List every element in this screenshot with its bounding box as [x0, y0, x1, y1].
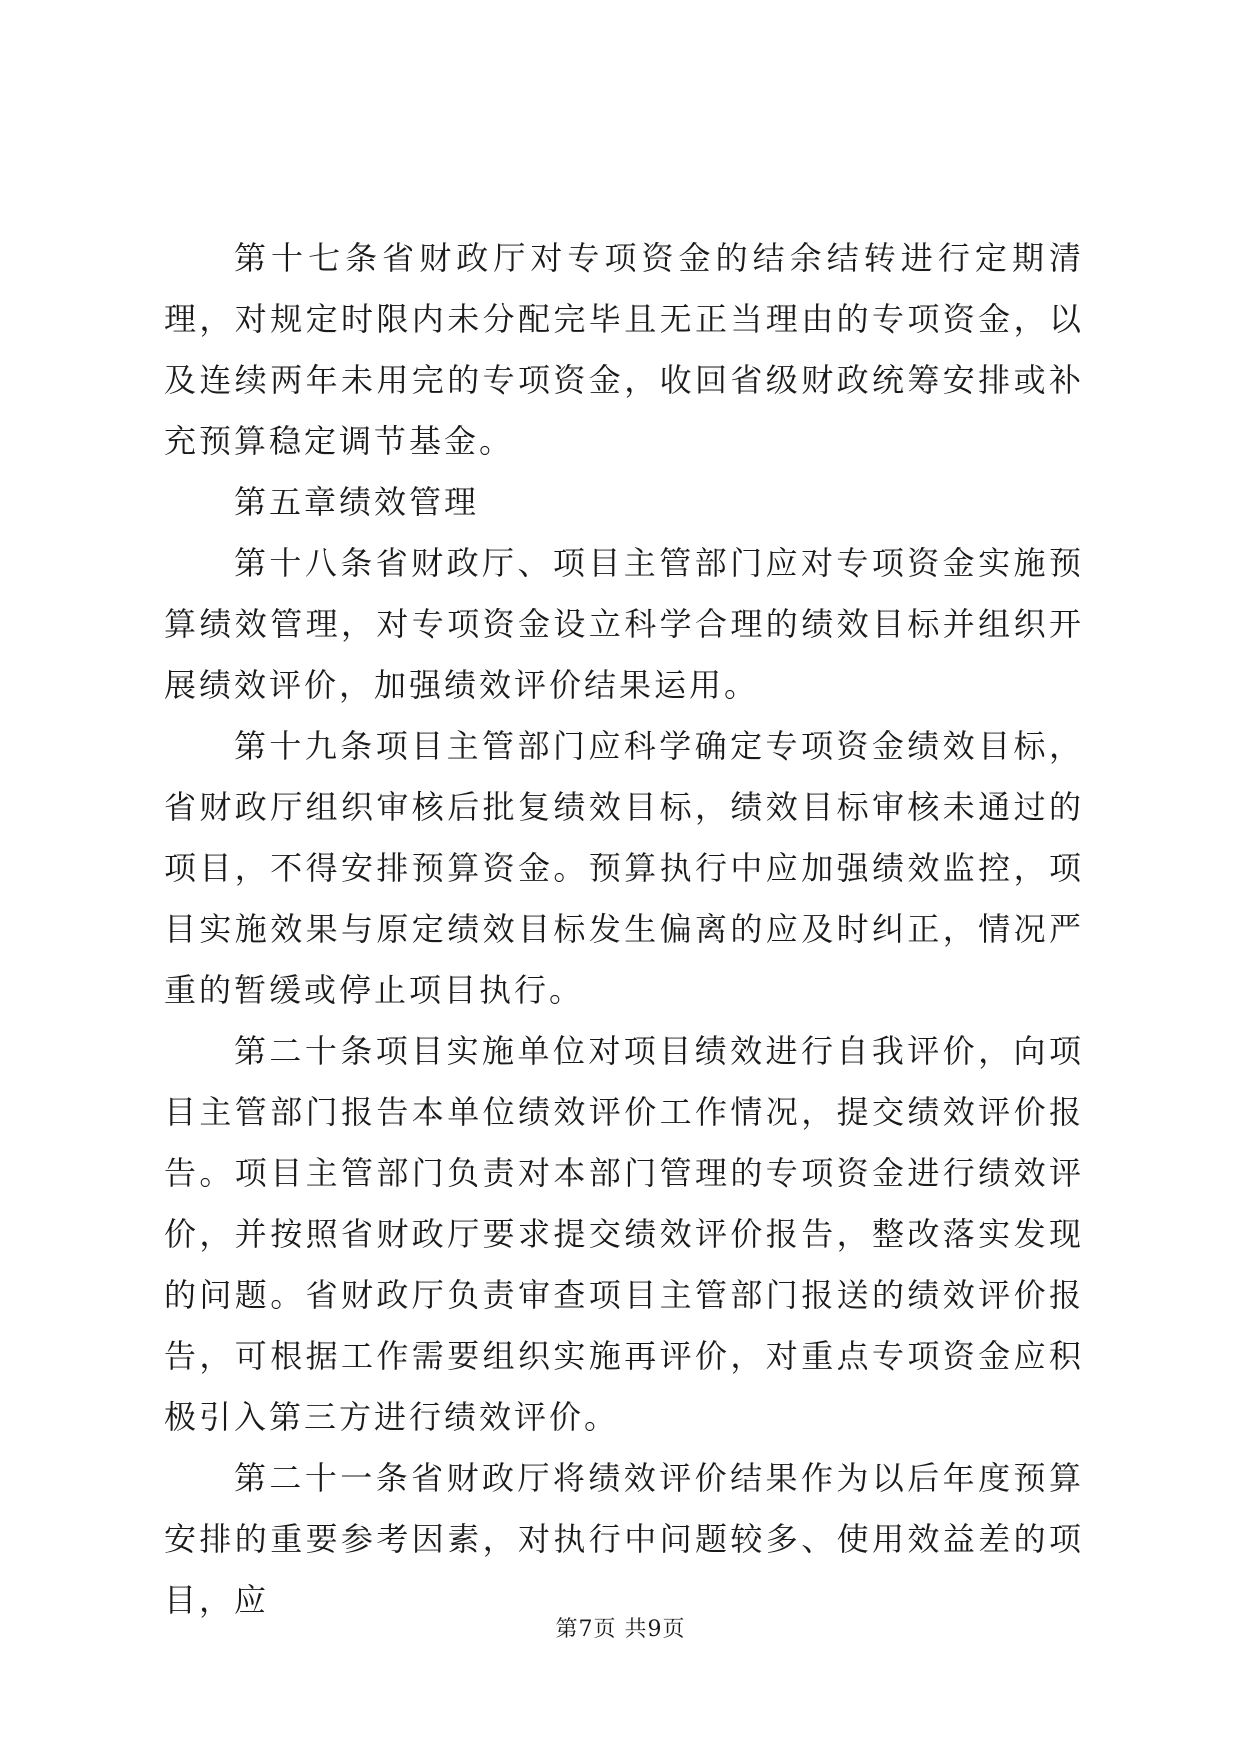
paragraph-article-21: 第二十一条省财政厅将绩效评价结果作为以后年度预算安排的重要参考因素，对执行中问题较多、使用效益差的项目，应	[164, 1459, 1084, 1619]
paragraph-article-18: 第十八条省财政厅、项目主管部门应对专项资金实施预算绩效管理，对专项资金设立科学合理的绩效目标并组织开展绩效评价，加强绩效评价结果运用。	[164, 544, 1084, 704]
page-footer: 第7页 共9页	[555, 1617, 686, 1642]
paragraph-article-20: 第二十条项目实施单位对项目绩效进行自我评价，向项目主管部门报告本单位绩效评价工作情况，提交绩效评价报告。项目主管部门负责对本部门管理的专项资金进行绩效评价，并按照省财政厅要求提交绩效评价报告，整改落实发现的问题。省财政厅负责审查项目主管部门报送的绩效评价报告，可根据工作需要组织实施再评价，对重点专项资金应积极引入第三方进行绩效评价。	[164, 1032, 1084, 1436]
paragraph-article-17: 第十七条省财政厅对专项资金的结余结转进行定期清理，对规定时限内未分配完毕且无正当理由的专项资金，以及连续两年未用完的专项资金，收回省级财政统筹安排或补充预算稳定调节基金。	[164, 239, 1084, 460]
paragraph-article-19: 第十九条项目主管部门应科学确定专项资金绩效目标，省财政厅组织审核后批复绩效目标，绩效目标审核未通过的项目，不得安排预算资金。预算执行中应加强绩效监控，项目实施效果与原定绩效目标发生偏离的应及时纠正，情况严重的暂缓或停止项目执行。	[164, 727, 1084, 1009]
chapter-heading: 第五章绩效管理	[234, 483, 480, 521]
document-body	[164, 228, 1084, 1631]
